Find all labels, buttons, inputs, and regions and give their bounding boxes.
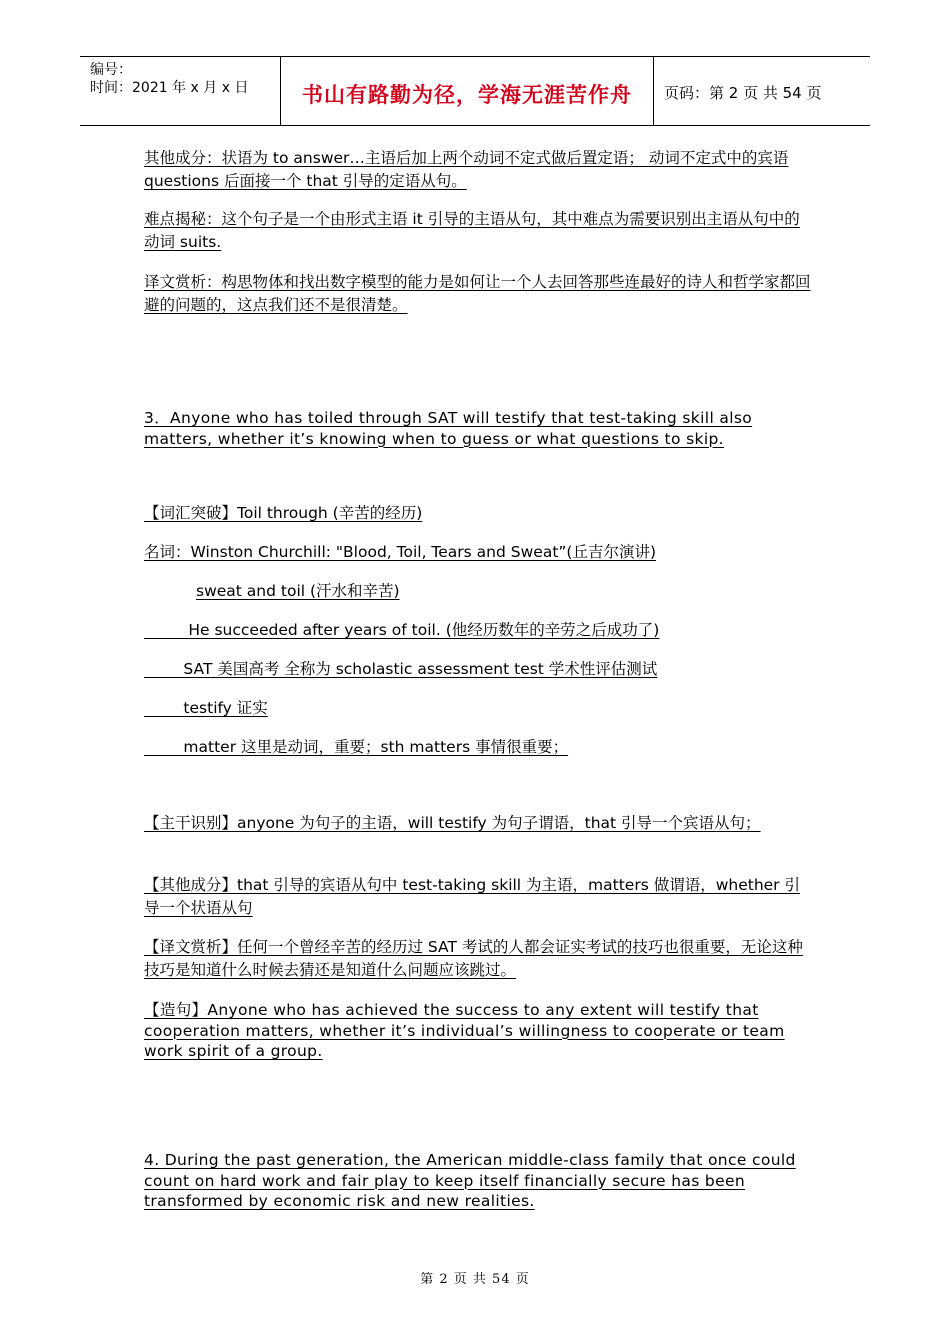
vocab-sat: SAT 美国高考 全称为 scholastic assessment test 学术性评估测试 (183, 660, 658, 678)
paragraph-main-structure: 【主干识别】anyone 为句子的主语，will testify 为句子谓语，that 引导一个宾语从句； (144, 814, 761, 832)
header-meta-cell (80, 57, 281, 125)
vocab-heading: 【词汇突破】Toil through (辛苦的经历) (144, 504, 423, 522)
vocab-matter: matter 这里是动词，重要；sth matters 事情很重要； (183, 738, 569, 756)
vocab-sweat: sweat and toil (汗水和辛苦) (196, 582, 400, 600)
vocab-testify: testify 证实 (183, 699, 268, 717)
header-motto-cell (281, 57, 654, 125)
page-footer: 第 2 页 共 54 页 (420, 1272, 530, 1287)
motto: 书山有路勤为径，学海无涯苦作舟 (302, 82, 632, 107)
document-header (80, 56, 870, 126)
serial-label: 编号： (90, 62, 132, 78)
page-info: 页码：第 2 页 共 54 页 (664, 84, 822, 102)
sentence-3: 3．Anyone who has toiled through SAT will testify that test-taking skill also matters, whether it’s knowing when to guess or what questions to skip. (144, 409, 753, 448)
vocab-noun: 名词：Winston Churchill: "Blood, Toil, Tears and Sweat”(丘吉尔演讲) (144, 543, 657, 561)
sentence-4: 4. During the past generation, the American middle-class family that once could count on hard work and fair play to keep itself financially secure has been transformed by economic risk and new realities. (144, 1151, 796, 1210)
paragraph-translation-2: 【译文赏析】任何一个曾经辛苦的经历过 SAT 考试的人都会证实考试的技巧也很重要，无论这种技巧是知道什么时候去猜还是知道什么问题应该跳过。 (144, 938, 803, 979)
date-label: 时间：2021 年 x 月 x 日 (90, 80, 249, 96)
header-page-cell (654, 57, 870, 125)
paragraph-components-2: 【其他成分】that 引导的宾语从句中 test-taking skill 为主语，matters 做谓语，whether 引导一个状语从句 (144, 876, 800, 917)
paragraph-other-components: 其他成分：状语为 to answer…主语后加上两个动词不定式做后置定语； 动词不定式中的宾语 questions 后面接一个 that 引导的定语从句。 (144, 149, 789, 190)
paragraph-translation: 译文赏析：构思物体和找出数字模型的能力是如何让一个人去回答那些连最好的诗人和哲学家都回避的问题的，这点我们还不是很清楚。 (144, 273, 811, 314)
paragraph-sentence-making: 【造句】Anyone who has achieved the success to any extent will testify that cooperation matters, whether it’s individual’s willingness to cooperate or team work spirit of a group. (144, 1001, 785, 1060)
paragraph-difficulty: 难点揭秘：这个句子是一个由形式主语 it 引导的主语从句，其中难点为需要识别出主语从句中的动词 suits. (144, 210, 800, 251)
vocab-example: He succeeded after years of toil. (他经历数年的辛劳之后成功了) (188, 621, 660, 639)
